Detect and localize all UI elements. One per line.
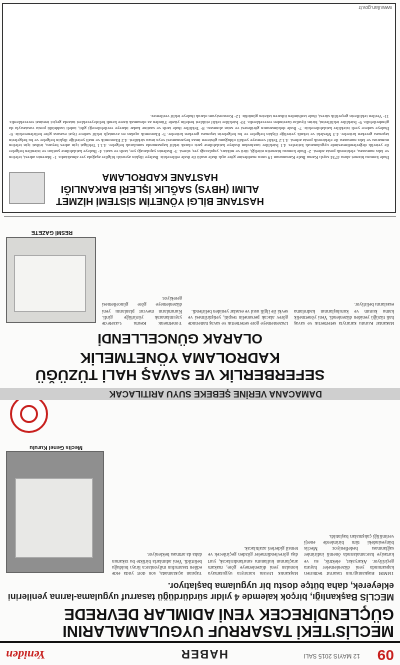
ad-website: www.ilan.gov.tr: [358, 4, 392, 10]
story2-column-3: Yönetmelik Resmi Gazete'de yayımlanarak yürürlüğe girdi. Kurumların mevcut planlarını yeni düzenlemeye göre güncellemesi gerekiyor.: [102, 295, 182, 325]
newspaper-logo: Yeniden: [6, 648, 46, 662]
band-title: DAMACANA VERİNE ŞEBEKE SUYU ARITILACAK: [109, 389, 322, 399]
story1-column-3: Yapılan açıklamada, son dört yılda elde edilen tasarrufun milyonlarca lirayı bulduğu belirtildi. Yeni adımlarla birlikte bu rakamın daha da artması bekleniyor.: [112, 551, 202, 575]
story2-photo-caption: RESMİ GAZETE: [31, 229, 73, 235]
story2-column-2: Düzenlemeye göre seferberlik ve savaş hallerinde görev alacak personelin tespiti, yetiştirilmesi ve sevki ile ilgili usul ve esaslar yeniden belirlendi.: [188, 307, 288, 325]
story1-photo: [6, 451, 104, 573]
story1-column-1: TBMM Başkanlığı'nın tasarruf tedbirleri kapsamında yeni düzenlemeler hayata geçiriliyor. Akaryakıt, elektrik, su ve kırtasiye harcamalarında önemli indirimler sağlanması hedefleniyor. Meclis bünyesindeki tüm birimlerde enerji verimliliği çalışmaları başlatıldı.: [304, 532, 394, 575]
tender-ad-box: [2, 3, 396, 213]
story1-photo-caption: Meclis Genel Kurulu: [29, 444, 83, 450]
page-number: 09: [377, 646, 394, 663]
story1-subhead: MECLİS Başkanlığı, birçok kalemde 4 yıldır sürdürdüğü tasarruf uygulama-larına yenilerini ekleyerek, daha bütçe dostu bir uygulama başlatıyor.: [7, 581, 394, 602]
story2-photo: [6, 237, 96, 323]
divider: [4, 216, 396, 217]
ad-headline: HASTANE BİLGİ YÖNETİM SİSTEMİ HİZMET ALIMI (HBYS) SAĞLIK İŞLERİ BAKANLIĞI HASTANE KADROLAMA: [56, 171, 264, 206]
ministry-logo-icon: [9, 172, 45, 204]
story1-headline: MECLİS'TEKİ TASARRUF UYGULAMALARINI GÜÇLENDİRECEK YENİ ADIMLAR DEVREDE: [62, 605, 394, 639]
story2-headline: SEFERBERLİK VE SAVAŞ HALİ TÜZÜĞÜ KADROLAMA YÖNETMELİK: [35, 349, 325, 383]
ad-body: İhale konusu hizmet alımı 4734 sayılı Kamu İhale Kanununun 19 uncu maddesine göre açık ihale usulü ile ihale edilecektir. İhaleye ilişkin ayrıntılı bilgiler aşağıda yer almaktadır. 1- İdarenin adresi, telefon ve faks numarası, elektronik posta adresi. 2- İhale konusu hizmetin niteliği, türü ve miktarı, yapılacağı yer, süresi. 3- İhalenin yapılacağı yer, tarih ve saati. 4- İhaleye katılabilme şartları ve istenilen belgeler ile yeterlik değerlendirmesinde uygulanacak kriterler. 4.1 İstekliler tarafından ihaleye katılabilme şartı olarak teklif kapsamında sunulacak belgeler. 4.1.1 Tebligat için adres beyanı, irtibat için telefon numarası ve faks numarası ile elektronik posta adresi. 4.1.2 Teklif vermeye yetkili olduğunu gösteren imza beyannamesi veya imza sirküleri. 4.2 Ekonomik ve mali yeterliğe ilişkin belgeler ve bu belgelerin taşıması gereken kriterler. 4.3 Mesleki ve teknik yeterliğe ilişkin belgeler ve bu belgelerin taşıması gereken kriterler. 5- Ekonomik açıdan en avantajlı teklif sadece fiyat esasına göre belirlenecektir. 6- İhaleye sadece yerli istekliler katılabilecektir. 7- İhale dokümanının görülmesi ve satın alınması. 8- Teklifler ihale tarih ve saatine kadar idareye verilebileceği gibi, iadeli taahhütlü posta vasıtasıyla da gönderilebilir. 9- İstekliler tekliflerini, birim fiyatlar üzerinden vereceklerdir. 10- İstekliler teklif ettikleri bedelin yüzde 3'ünden az olmamak üzere kendi belirleyecekleri tutarda geçici teminat vereceklerdir. 11- Verilen tekliflerin geçerlilik süresi, ihale tarihinden itibaren takvim günüdür. 12- Konsorsiyum olarak ihaleye teklif verilemez.: [9, 114, 389, 160]
seal-icon: [10, 395, 48, 433]
section-band: [0, 388, 400, 400]
story2-column-1: Bakanlar Kurulu kararıyla seferberlik ve savaş hali tüzüğü yeniden düzenlendi. Yeni yönetmelik kamu kurum ve kuruluşlarının kadrolama esaslarını belirliyor.: [294, 301, 394, 325]
story1-column-2: Başkanlık Divanı kararıyla uygulamaya konulan yeni düzenlemeye göre, makam araçlarının kullanımı sınırlandırılacak, yurt dışı görevlendirmeler gözden geçirilecek ve temsil giderleri azaltılacak.: [208, 545, 298, 575]
story2-headline-line2: OLARAK GÜNCELLENDİ: [97, 331, 263, 347]
issue-date: 12 MAYIS 2015 SALI: [303, 652, 360, 658]
masthead: [0, 641, 400, 665]
section-title: HABER: [180, 647, 228, 661]
